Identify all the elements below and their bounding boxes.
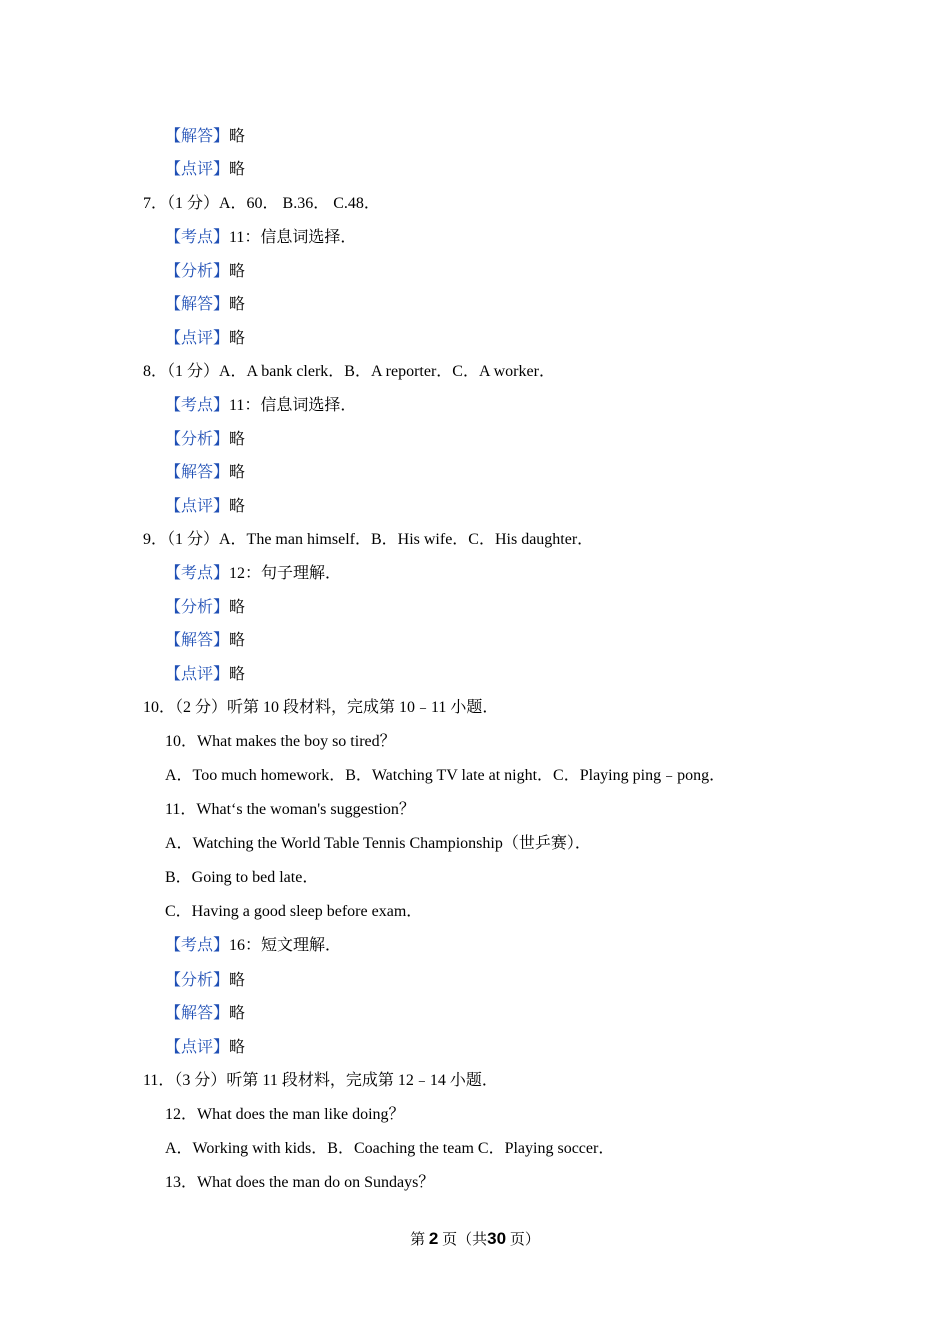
line-text: B．Going to bed late．	[165, 869, 319, 886]
options-line	[165, 766, 725, 786]
comment-line	[165, 1038, 245, 1058]
option-c	[165, 902, 422, 922]
analysis-line	[165, 598, 245, 618]
footer-prefix: 第	[410, 1232, 426, 1248]
keypoint-line	[165, 228, 356, 248]
question-11	[143, 1071, 498, 1091]
sub-question-11	[165, 800, 415, 820]
question-8	[143, 362, 555, 382]
line-text: 16：短文理解．	[229, 937, 342, 954]
line-text: 9．（1 分）A．The man himself．B．His wife．C．His daughter．	[143, 531, 594, 548]
line-text: 略	[229, 161, 246, 178]
label-tag: 【分析】	[165, 431, 230, 448]
line-text: 11．（3 分）听第 11 段材料，完成第 12﹣14 小题．	[143, 1072, 498, 1089]
comment-line	[165, 160, 245, 180]
line-text: 13．What does the man do on Sundays？	[165, 1174, 435, 1191]
line-text: 12．What does the man like doing？	[165, 1106, 405, 1123]
line-text: 略	[229, 330, 246, 347]
line-text: 8．（1 分）A．A bank clerk．B．A reporter．C．A worker．	[143, 363, 555, 380]
label-tag: 【分析】	[165, 599, 230, 616]
line-text: 略	[229, 632, 246, 649]
comment-line	[165, 497, 245, 517]
comment-line	[165, 329, 245, 349]
label-tag: 【点评】	[165, 666, 230, 683]
line-text: 11．What‘s the woman's suggestion？	[165, 801, 415, 818]
answer-line	[165, 295, 245, 315]
label-tag: 【考点】	[165, 937, 230, 954]
line-text: 略	[229, 666, 246, 683]
label-tag: 【解答】	[165, 128, 230, 145]
label-tag: 【点评】	[165, 161, 230, 178]
answer-line	[165, 1004, 245, 1024]
line-text: A．Watching the World Table Tennis Championship（世乒赛）．	[165, 835, 591, 852]
current-page-number: 2	[428, 1229, 439, 1248]
line-text: 11：信息词选择．	[229, 229, 357, 246]
line-text: 略	[229, 431, 246, 448]
answer-line	[165, 631, 245, 651]
answer-line	[165, 463, 245, 483]
answer-line	[165, 127, 245, 147]
label-tag: 【考点】	[165, 565, 230, 582]
analysis-line	[165, 971, 245, 991]
line-text: 略	[229, 498, 246, 515]
line-text: 略	[229, 1005, 246, 1022]
option-a	[165, 834, 591, 854]
line-text: A．Working with kids．B．Coaching the team C．Playing soccer．	[165, 1140, 615, 1157]
label-tag: 【点评】	[165, 498, 230, 515]
question-10	[143, 698, 498, 718]
line-text: 10．What makes the boy so tired？	[165, 733, 396, 750]
keypoint-line	[165, 564, 341, 584]
question-7	[143, 194, 380, 214]
label-tag: 【分析】	[165, 972, 230, 989]
line-text: 略	[229, 1039, 246, 1056]
label-tag: 【解答】	[165, 464, 230, 481]
sub-question-12	[165, 1105, 405, 1125]
sub-question-13	[165, 1173, 434, 1193]
keypoint-line	[165, 396, 356, 416]
line-text: 略	[229, 464, 246, 481]
keypoint-line	[165, 936, 341, 956]
label-tag: 【考点】	[165, 397, 230, 414]
line-text: C．Having a good sleep before exam．	[165, 903, 423, 920]
line-text: 略	[229, 128, 246, 145]
line-text: 略	[229, 972, 246, 989]
analysis-line	[165, 262, 245, 282]
analysis-line	[165, 430, 245, 450]
label-tag: 【解答】	[165, 1005, 230, 1022]
footer-middle: 页（共	[442, 1232, 488, 1248]
label-tag: 【解答】	[165, 296, 230, 313]
label-tag: 【点评】	[165, 330, 230, 347]
page-footer	[0, 1229, 950, 1250]
line-text: 略	[229, 599, 246, 616]
option-b	[165, 868, 318, 888]
line-text: A．Too much homework．B．Watching TV late at night．C．Playing ping﹣pong．	[165, 767, 726, 784]
total-pages: 30	[487, 1229, 507, 1248]
sub-question-10	[165, 732, 396, 752]
options-line	[165, 1139, 614, 1159]
line-text: 10．（2 分）听第 10 段材料，完成第 10﹣11 小题．	[143, 699, 499, 716]
question-9	[143, 530, 593, 550]
line-text: 7．（1 分）A．60． B.36． C.48．	[143, 195, 380, 212]
line-text: 略	[229, 296, 246, 313]
comment-line	[165, 665, 245, 685]
line-text: 11：信息词选择．	[229, 397, 357, 414]
label-tag: 【解答】	[165, 632, 230, 649]
line-text: 12：句子理解．	[229, 565, 342, 582]
footer-suffix: 页）	[509, 1232, 540, 1248]
label-tag: 【分析】	[165, 263, 230, 280]
label-tag: 【考点】	[165, 229, 230, 246]
label-tag: 【点评】	[165, 1039, 230, 1056]
line-text: 略	[229, 263, 246, 280]
